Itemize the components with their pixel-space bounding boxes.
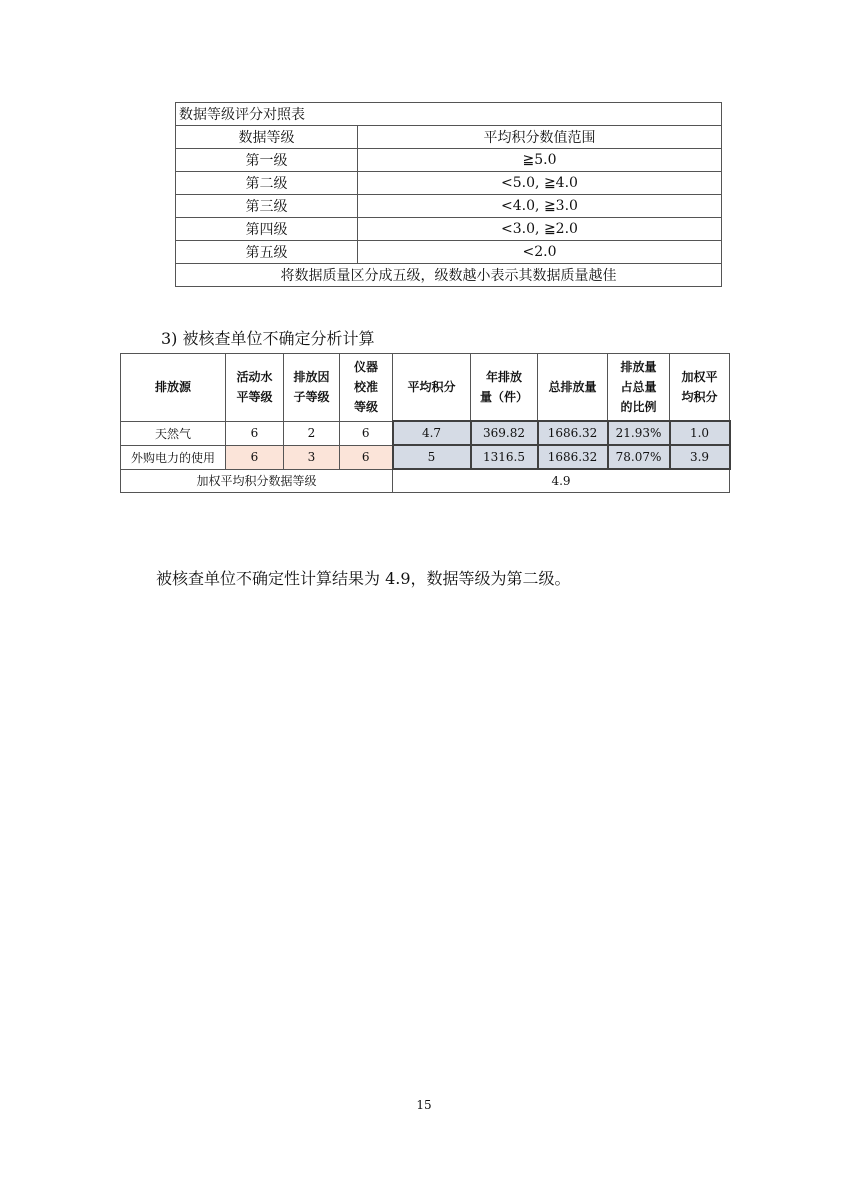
grade-level-cell: 第四级: [176, 218, 358, 241]
footer-label: 加权平均积分数据等级: [121, 469, 393, 493]
average-score-cell: 4.7: [393, 421, 471, 445]
page-number: 15: [416, 1098, 432, 1112]
factor-grade-cell: 3: [284, 445, 340, 469]
grade-table-caption: 数据等级评分对照表: [176, 103, 722, 126]
grade-table-caption-row: [176, 103, 722, 126]
header-total-emission: 总排放量: [538, 354, 608, 422]
grade-level-cell: 第五级: [176, 241, 358, 264]
table-row: [176, 218, 722, 241]
table-row: [176, 195, 722, 218]
activity-grade-cell: 6: [226, 421, 284, 445]
grade-level-cell: 第三级: [176, 195, 358, 218]
source-cell: 外购电力的使用: [121, 445, 226, 469]
grade-range-cell: <3.0, ≧2.0: [358, 218, 722, 241]
grade-header-level: 数据等级: [176, 126, 358, 149]
total-emission-cell: 1686.32: [538, 421, 608, 445]
conclusion-text: 被核查单位不确定性计算结果为 4.9，数据等级为第二级。: [156, 569, 571, 588]
uncertainty-footer-row: [121, 469, 730, 493]
header-annual-emission: 年排放 量（件）: [471, 354, 538, 422]
header-activity-level-grade: 活动水 平等级: [226, 354, 284, 422]
table-row: [121, 445, 730, 469]
calibration-grade-cell: 6: [340, 421, 393, 445]
header-emission-share: 排放量 占总量 的比例: [608, 354, 670, 422]
table-row: [176, 149, 722, 172]
table-row: [176, 172, 722, 195]
grade-level-cell: 第二级: [176, 172, 358, 195]
activity-grade-cell: 6: [226, 445, 284, 469]
grade-range-cell: <5.0, ≧4.0: [358, 172, 722, 195]
table-row: [176, 241, 722, 264]
section-heading: 3) 被核查单位不确定分析计算: [161, 329, 375, 348]
header-emission-source: 排放源: [121, 354, 226, 422]
annual-emission-cell: 1316.5: [471, 445, 538, 469]
weighted-score-cell: 1.0: [670, 421, 730, 445]
grade-range-cell: <4.0, ≧3.0: [358, 195, 722, 218]
emission-share-cell: 78.07%: [608, 445, 670, 469]
grade-range-cell: ≧5.0: [358, 149, 722, 172]
table-row: [121, 421, 730, 445]
average-score-cell: 5: [393, 445, 471, 469]
total-emission-cell: 1686.32: [538, 445, 608, 469]
grade-table-note-row: [176, 264, 722, 287]
source-cell: 天然气: [121, 421, 226, 445]
uncertainty-header-row: [121, 354, 730, 422]
uncertainty-table: [120, 353, 731, 493]
grade-table: [175, 102, 722, 287]
header-emission-factor-grade: 排放因 子等级: [284, 354, 340, 422]
calibration-grade-cell: 6: [340, 445, 393, 469]
grade-header-range: 平均积分数值范围: [358, 126, 722, 149]
header-instrument-calibration-grade: 仪器 校准 等级: [340, 354, 393, 422]
grade-level-cell: 第一级: [176, 149, 358, 172]
grade-range-cell: <2.0: [358, 241, 722, 264]
weighted-score-cell: 3.9: [670, 445, 730, 469]
header-weighted-score: 加权平 均积分: [670, 354, 730, 422]
grade-table-note: 将数据质量区分成五级，级数越小表示其数据质量越佳: [176, 264, 722, 287]
grade-table-header-row: [176, 126, 722, 149]
header-average-score: 平均积分: [393, 354, 471, 422]
footer-value: 4.9: [393, 469, 730, 493]
annual-emission-cell: 369.82: [471, 421, 538, 445]
emission-share-cell: 21.93%: [608, 421, 670, 445]
factor-grade-cell: 2: [284, 421, 340, 445]
